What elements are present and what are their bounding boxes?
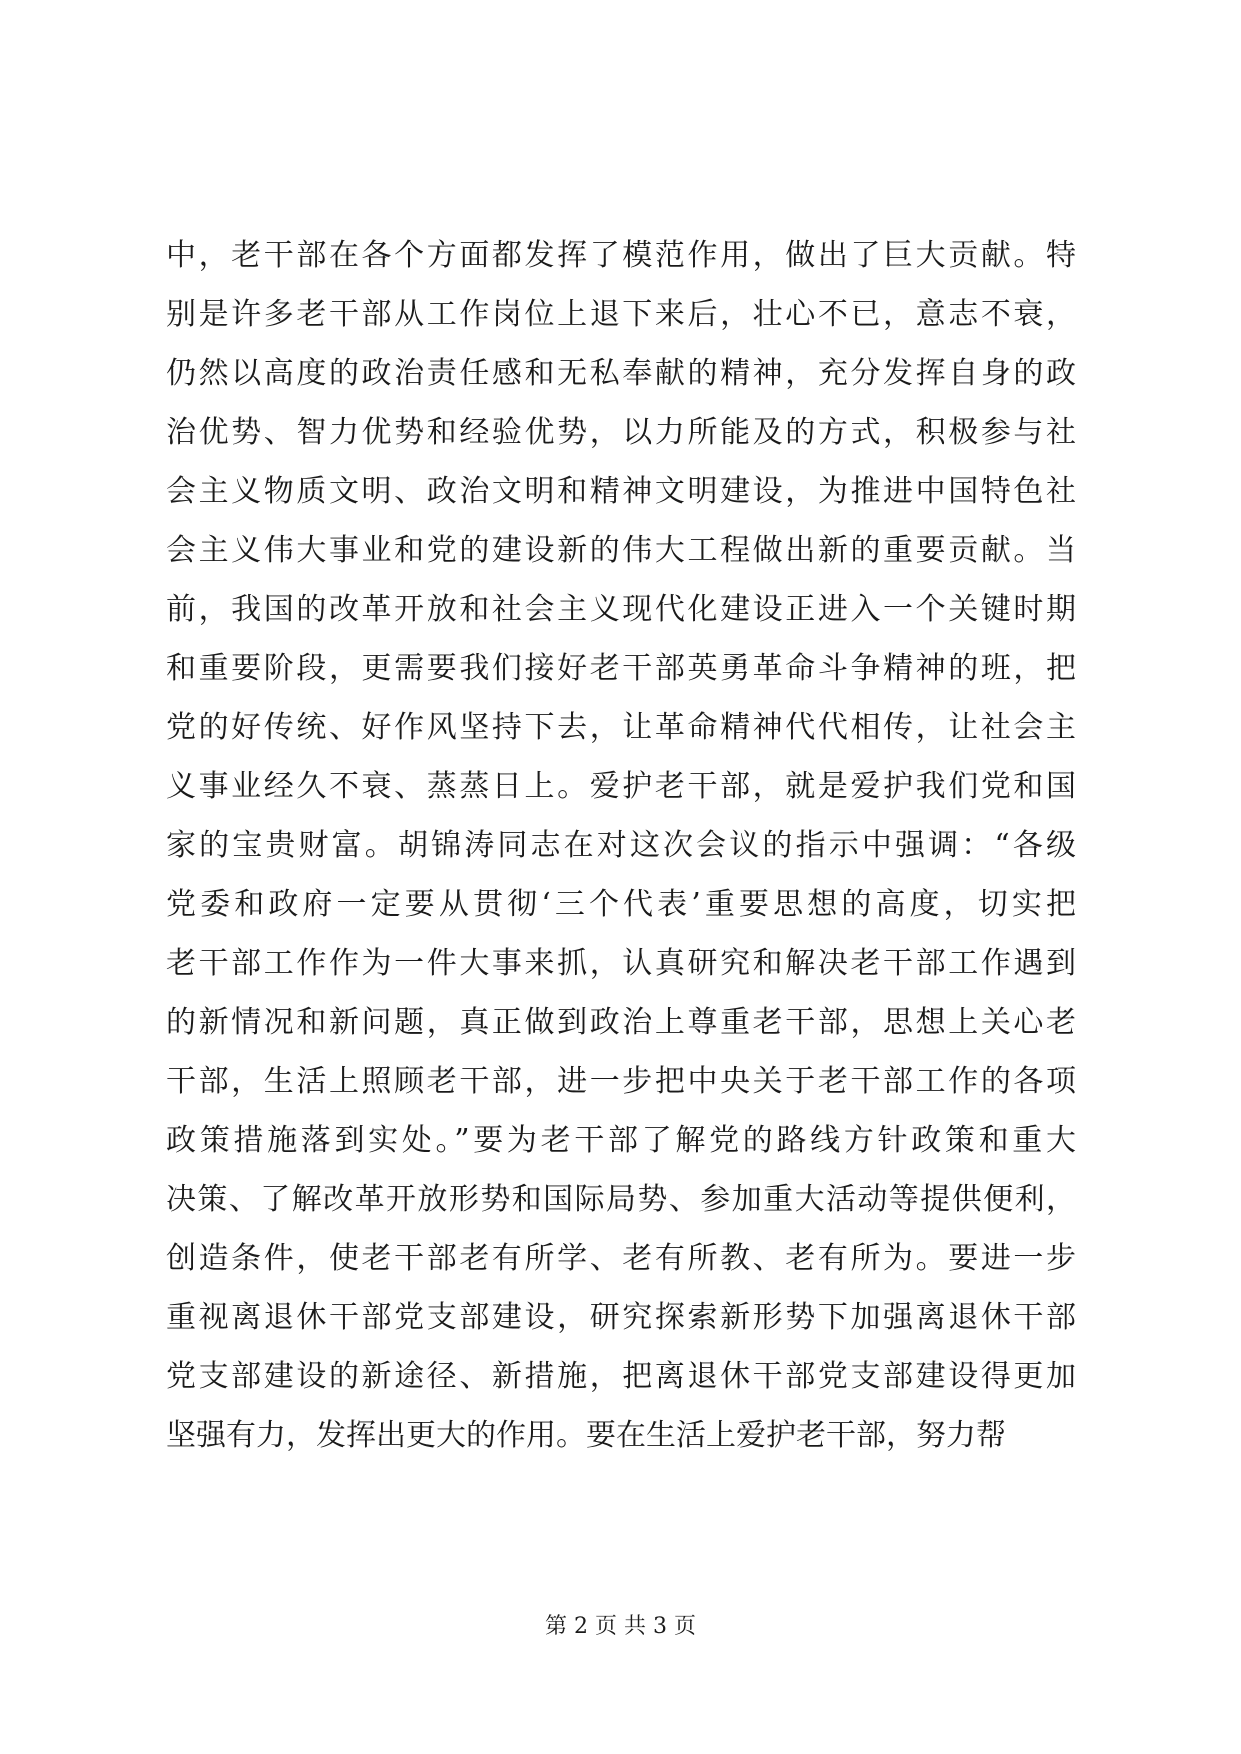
text-line: 创造条件，使老干部老有所学、老有所教、老有所为。要进一步: [166, 1241, 1076, 1276]
text-line: 别是许多老干部从工作岗位上退下来后，壮心不已，意志不衰，: [166, 297, 1076, 332]
text-line: 家的宝贵财富。胡锦涛同志在对这次会议的指示中强调：“各级: [166, 828, 1076, 863]
text-line: 重视离退休干部党支部建设，研究探索新形势下加强离退休干部: [166, 1300, 1076, 1335]
text-line: 治优势、智力优势和经验优势，以力所能及的方式，积极参与社: [166, 415, 1076, 450]
page-number-footer: 第 2 页 共 3 页: [545, 1614, 696, 1639]
text-line: 的新情况和新问题，真正做到政治上尊重老干部，思想上关心老: [166, 1005, 1076, 1040]
text-line: 政策措施落到实处。”要为老干部了解党的路线方针政策和重大: [166, 1123, 1076, 1158]
body-text: [166, 226, 1076, 1465]
text-line: 和重要阶段，更需要我们接好老干部英勇革命斗争精神的班，把: [166, 651, 1076, 686]
text-line: 党支部建设的新途径、新措施，把离退休干部党支部建设得更加: [166, 1359, 1076, 1394]
text-line: 义事业经久不衰、蒸蒸日上。爱护老干部，就是爱护我们党和国: [166, 769, 1076, 804]
text-line: 老干部工作作为一件大事来抓，认真研究和解决老干部工作遇到: [166, 946, 1076, 981]
text-line: 中，老干部在各个方面都发挥了模范作用，做出了巨大贡献。特: [166, 238, 1076, 273]
text-line: 党的好传统、好作风坚持下去，让革命精神代代相传，让社会主: [166, 710, 1076, 745]
text-line: 仍然以高度的政治责任感和无私奉献的精神，充分发挥自身的政: [166, 356, 1076, 391]
text-line: 决策、了解改革开放形势和国际局势、参加重大活动等提供便利，: [166, 1182, 1076, 1217]
text-line: 会主义物质文明、政治文明和精神文明建设，为推进中国特色社: [166, 474, 1076, 509]
text-line: 前，我国的改革开放和社会主义现代化建设正进入一个关键时期: [166, 592, 1076, 627]
text-line: 会主义伟大事业和党的建设新的伟大工程做出新的重要贡献。当: [166, 533, 1076, 568]
text-line: 党委和政府一定要从贯彻‘三个代表’重要思想的高度，切实把: [166, 887, 1076, 922]
text-line: 坚强有力，发挥出更大的作用。要在生活上爱护老干部，努力帮: [166, 1418, 1006, 1453]
text-line: 干部，生活上照顾老干部，进一步把中央关于老干部工作的各项: [166, 1064, 1076, 1099]
